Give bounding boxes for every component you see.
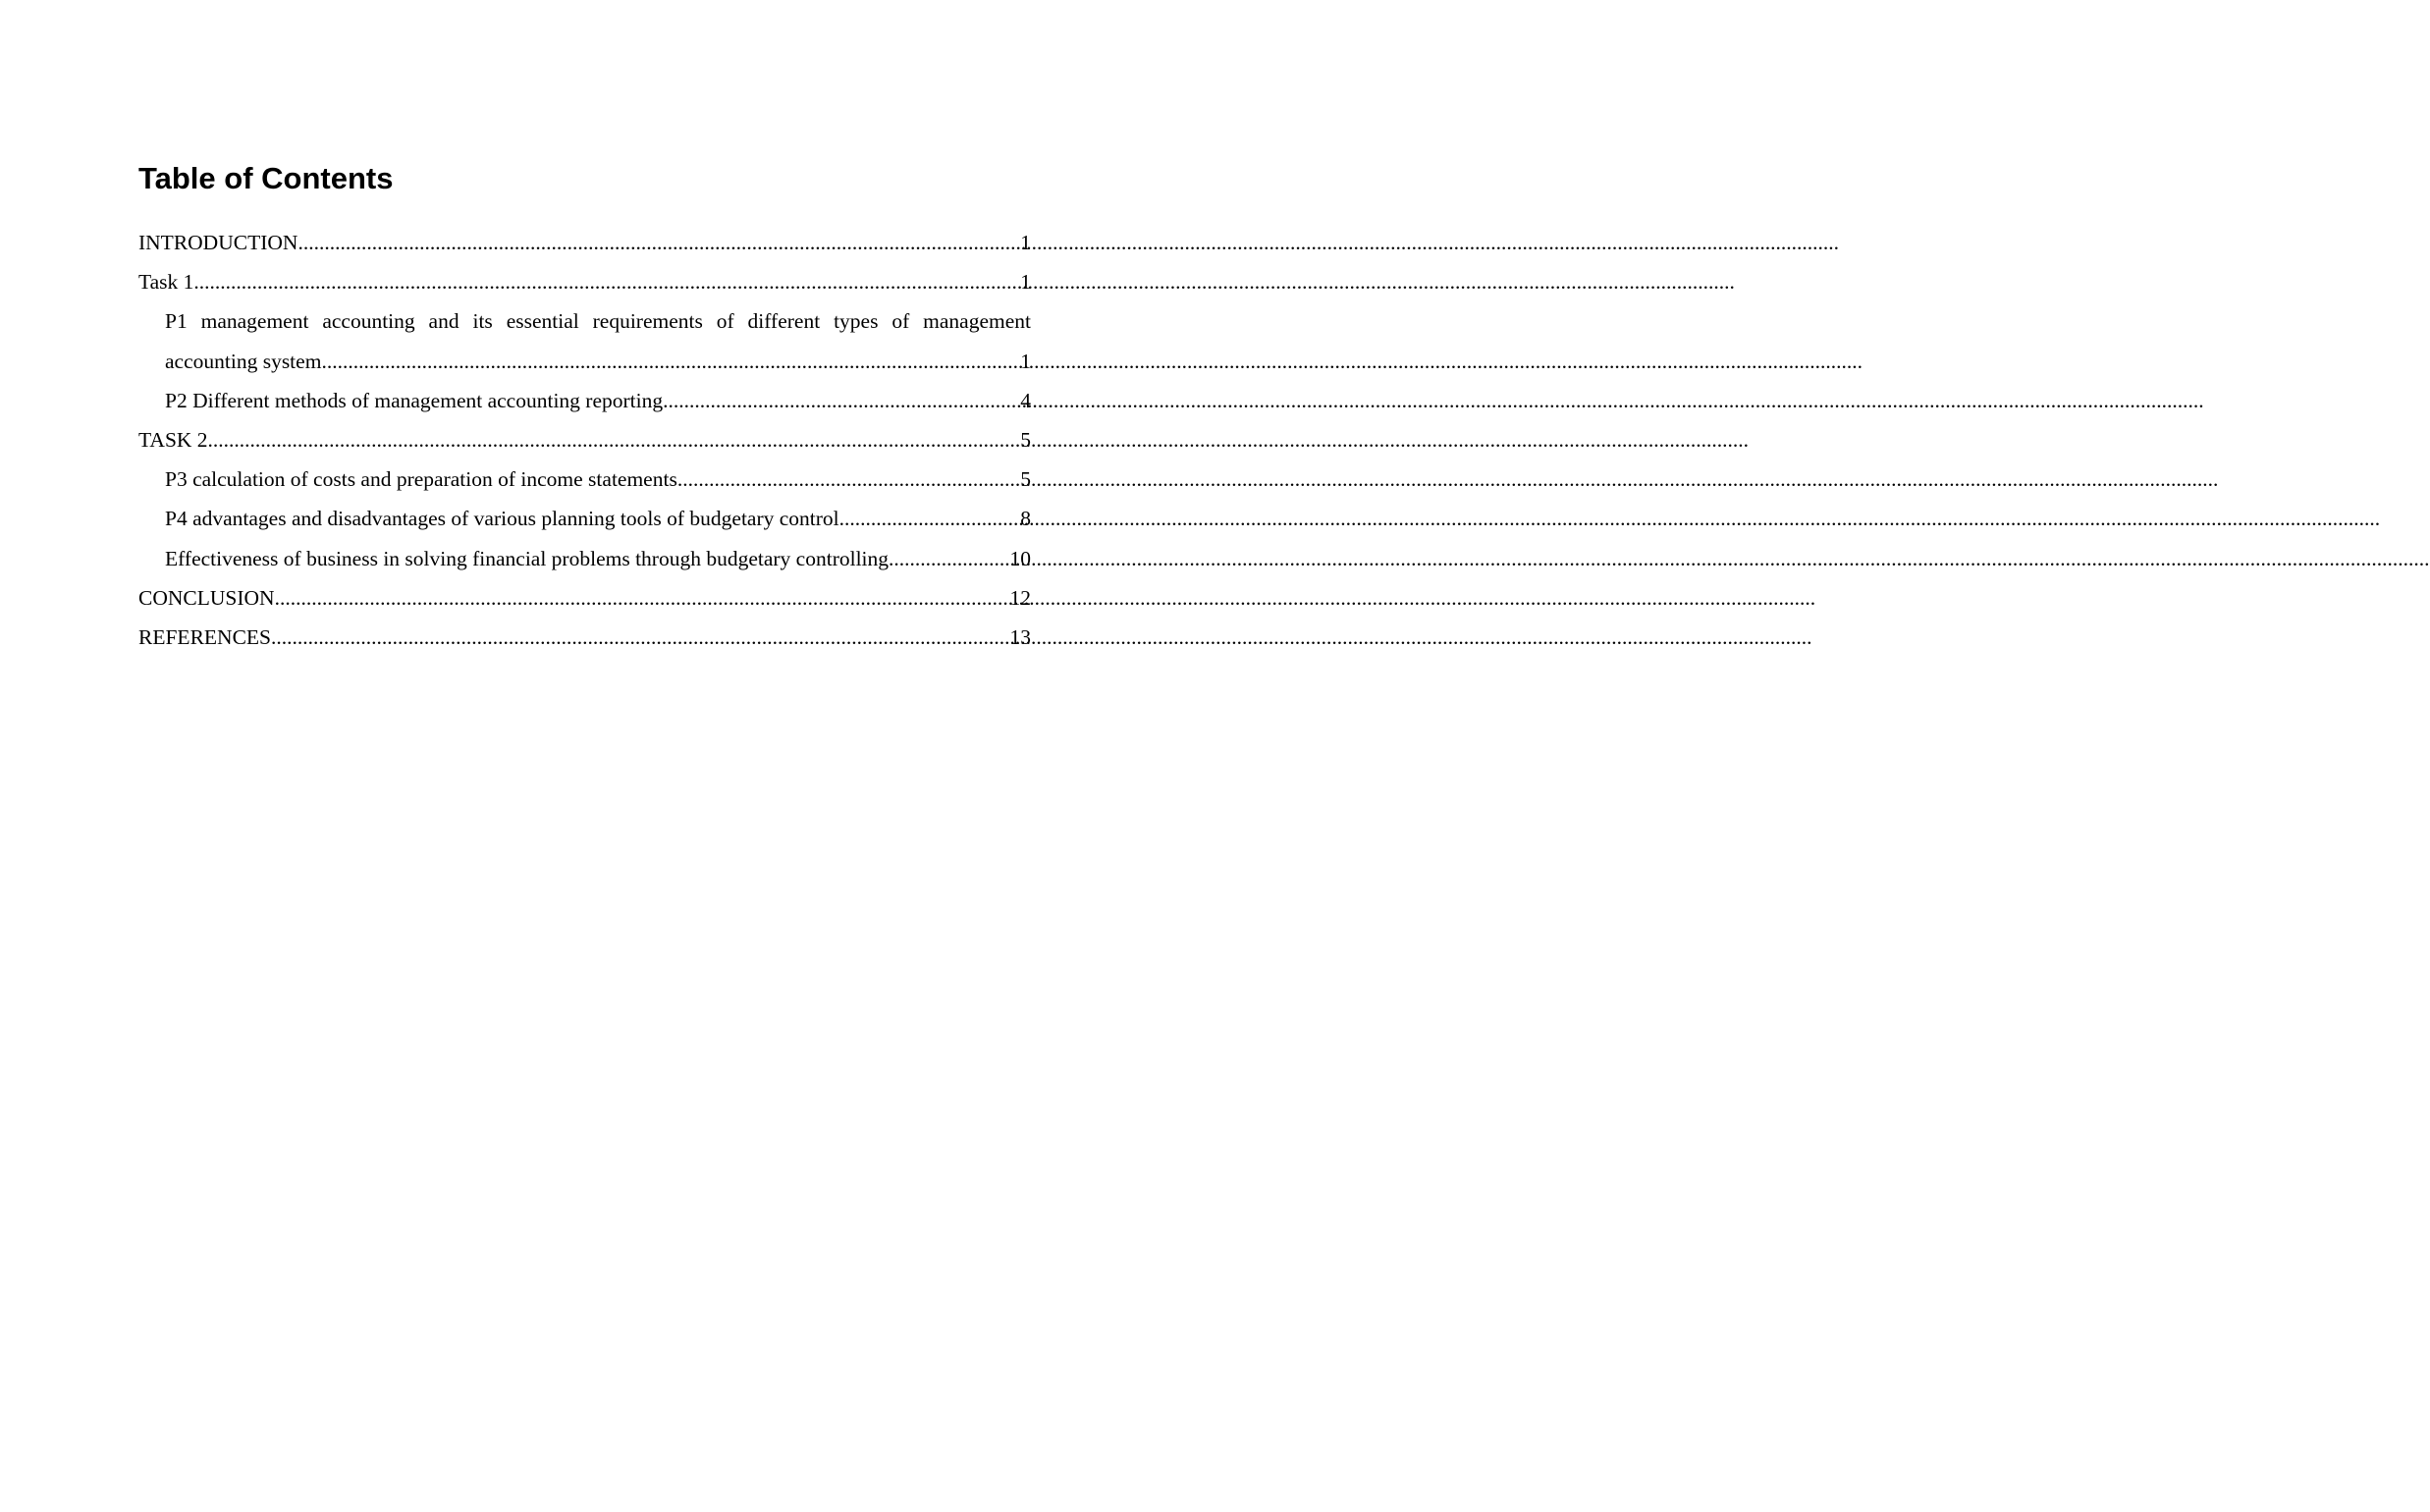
toc-entry-conclusion[interactable]	[138, 578, 1031, 618]
toc-entry-list	[138, 223, 1031, 657]
toc-page-number: 8	[1020, 507, 1031, 531]
toc-entry-effectiveness[interactable]	[138, 539, 1031, 578]
toc-page-number: 5	[1020, 428, 1031, 453]
toc-entry-text: REFERENCES	[138, 625, 271, 650]
toc-page-number: 13	[1009, 625, 1031, 650]
toc-entry-references[interactable]	[138, 618, 1031, 657]
toc-entry-text: accounting system	[165, 349, 322, 373]
toc-page-number: 1	[1020, 349, 1031, 373]
toc-entry-p3[interactable]	[138, 459, 1031, 499]
toc-entry-text-first-line: P1 management accounting and its essential requirements of different types of management	[165, 309, 1031, 334]
toc-title: Table of Contents	[138, 161, 394, 195]
toc-page-number: 10	[1009, 546, 1031, 570]
toc-entry-text: CONCLUSION	[138, 585, 275, 610]
toc-dot-leader	[839, 499, 1021, 538]
toc-entry-text: Task 1	[138, 270, 194, 295]
toc-entry-text: P3 calculation of costs and preparation of income statements	[165, 467, 677, 492]
toc-dot-leader	[297, 223, 1020, 262]
toc-page-number: 12	[1009, 585, 1031, 610]
toc-page-number: 5	[1020, 467, 1031, 492]
toc-entry-text: Effectiveness of business in solving financial problems through budgetary controlling	[165, 546, 890, 570]
toc-entry-text: P4 advantages and disadvantages of various planning tools of budgetary control	[165, 507, 839, 531]
toc-dot-leader	[193, 262, 1020, 301]
toc-page-number: 1	[1020, 231, 1031, 254]
toc-entry-p2[interactable]	[138, 381, 1031, 420]
toc-entry-task-1[interactable]	[138, 262, 1031, 301]
toc-dot-leader	[889, 539, 1009, 578]
document-page	[0, 0, 1168, 1512]
toc-dot-leader	[275, 578, 1010, 618]
toc-entry-task-2[interactable]	[138, 420, 1031, 459]
toc-page-number: 1	[1020, 270, 1031, 295]
toc-entry-text: P2 Different methods of management accounting reporting	[165, 388, 664, 412]
toc-dot-leader	[208, 420, 1021, 459]
toc-dot-leader	[663, 381, 1020, 420]
toc-dot-leader	[677, 459, 1020, 499]
toc-dot-leader	[271, 618, 1010, 657]
toc-dot-leader	[321, 342, 1020, 381]
toc-entry-p1[interactable]	[138, 301, 1031, 380]
toc-entry-introduction[interactable]	[138, 223, 1031, 262]
toc-page-number: 4	[1020, 388, 1031, 412]
toc-entry-p4[interactable]	[138, 499, 1031, 538]
table-of-contents	[138, 157, 1031, 657]
toc-entry-text: INTRODUCTION	[138, 231, 298, 254]
toc-entry-text: TASK 2	[138, 428, 208, 453]
